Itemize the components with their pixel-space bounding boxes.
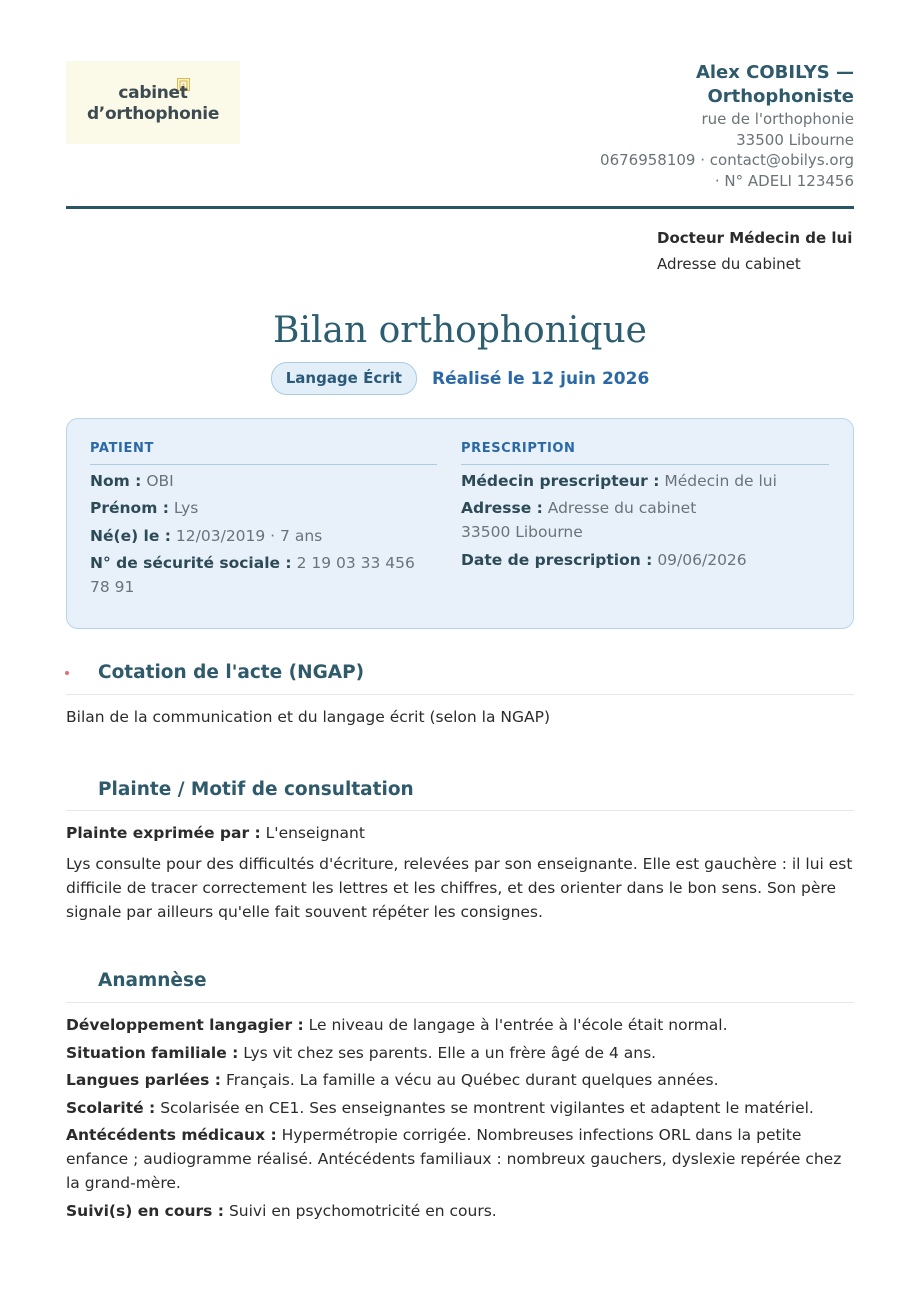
prescription-date <box>461 548 829 572</box>
plainte-value: L'enseignant <box>265 824 365 842</box>
practitioner-adeli: · N° ADELI 123456 <box>714 171 854 190</box>
anamnese-item-label: Suivi(s) en cours : <box>66 1201 224 1220</box>
practitioner-profession: Orthophoniste <box>707 86 854 107</box>
patient-secu-value: 2 19 03 33 456 78 91 <box>90 554 415 596</box>
cotation-title: Cotation de l'acte (NGAP) <box>98 662 365 683</box>
prescription-heading: PRESCRIPTION <box>461 441 829 465</box>
anamnese-item <box>66 1068 854 1092</box>
anamnese-rule <box>66 1002 854 1003</box>
plainte-expressed <box>66 821 854 845</box>
plainte-title: Plainte / Motif de consultation <box>98 779 414 800</box>
practitioner-city: 33500 Libourne <box>736 130 854 149</box>
anamnese-item-label: Antécédents médicaux : <box>66 1126 277 1144</box>
prescription-adresse-label: Adresse : <box>461 499 543 517</box>
document-title: Bilan orthophonique <box>273 310 647 351</box>
anamnese-item-value: Le niveau de langage à l'entrée à l'école était normal. <box>308 1016 728 1034</box>
document-subtitle <box>66 362 854 395</box>
plainte-rule <box>66 810 854 811</box>
practitioner-contact: 0676958109 · contact@obilys.org <box>600 151 854 169</box>
patient-secu-label: N° de sécurité sociale : <box>90 554 292 572</box>
anamnese-item-value: Français. La famille a vécu au Québec durant quelques années. <box>225 1071 719 1089</box>
recipient-address: Adresse du cabinet <box>657 255 801 273</box>
patient-naissance-value: 12/03/2019 · 7 ans <box>175 526 323 545</box>
patient-nom-label: Nom : <box>90 471 142 490</box>
logo-line-2: d’orthophonie <box>86 104 220 124</box>
patient-prenom-value: Lys <box>173 499 199 517</box>
prescription-date-value: 09/06/2026 <box>657 550 747 569</box>
anamnese-item-value: Lys vit chez ses parents. Elle a un frère âgé de 4 ans. <box>243 1043 657 1062</box>
anamnese-item-value: Suivi en psychomotricité en cours. <box>228 1201 497 1220</box>
anamnese-item-label: Développement langagier : <box>66 1016 304 1034</box>
practitioner-street: rue de l'orthophonie <box>701 110 854 128</box>
anamnese-item <box>66 1123 854 1195</box>
practitioner-block <box>600 61 854 191</box>
prescription-date-label: Date de prescription : <box>461 550 653 569</box>
patient-heading: PATIENT <box>90 441 437 465</box>
plainte-text: Lys consulte pour des difficultés d'écriture, relevées par son enseignante. Elle est gauchère : il lui est difficile de tracer correctement les lettres et les chiffres, et des orienter dans le bon sens. Son père signale par ailleurs qu'elle fait souvent répéter les consignes. <box>66 855 853 921</box>
anamnese-item-value: Scolarisée en CE1. Ses enseignantes se montrent vigilantes et adaptent le matériel. <box>160 1098 814 1117</box>
recipient-block <box>657 228 852 274</box>
anamnese-item-label: Situation familiale : <box>66 1043 239 1062</box>
report-date: Réalisé le 12 juin 2026 <box>432 368 650 389</box>
plainte-label: Plainte exprimée par : <box>66 824 261 842</box>
prescription-medecin-value: Médecin de lui <box>664 471 777 490</box>
domain-badge: Langage Écrit <box>271 362 417 395</box>
patient-naissance-label: Né(e) le : <box>90 526 171 545</box>
anamnese-item-label: Langues parlées : <box>66 1071 221 1089</box>
anamnese-item <box>66 1096 854 1120</box>
patient-naissance <box>90 524 437 548</box>
patient-nom <box>90 469 437 493</box>
prescription-medecin <box>461 469 829 493</box>
patient-column <box>90 441 437 599</box>
anamnese-item <box>66 1199 854 1223</box>
recipient-name: Docteur Médecin de lui <box>657 229 853 247</box>
anamnese-item-value: Hypermétropie corrigée. Nombreuses infections ORL dans la petite enfance ; audiogramme réalisé. Antécédents familiaux : nombreux gauchers, dyslexie repérée chez la grand-mère. <box>66 1126 842 1192</box>
patient-prenom <box>90 496 437 520</box>
anamnese-list <box>66 1013 854 1226</box>
header-divider <box>66 206 854 209</box>
patient-prenom-label: Prénom : <box>90 499 169 517</box>
practitioner-name: Alex COBILYS — <box>695 62 854 83</box>
cotation-rule <box>66 694 854 695</box>
prescription-adresse-line1: Adresse du cabinet <box>547 499 697 517</box>
logo-text <box>66 83 240 125</box>
prescription-column <box>461 441 829 572</box>
anamnese-title: Anamnèse <box>98 970 207 991</box>
cabinet-logo <box>66 61 240 144</box>
prescription-adresse-line2: 33500 Libourne <box>461 523 583 541</box>
anamnese-item <box>66 1013 854 1037</box>
prescription-medecin-label: Médecin prescripteur : <box>461 471 660 490</box>
anamnese-item <box>66 1041 854 1065</box>
section-marker <box>65 671 69 675</box>
cotation-text: Bilan de la communication et du langage écrit (selon la NGAP) <box>66 708 550 726</box>
logo-line-1: cabinet <box>118 83 188 103</box>
anamnese-item-label: Scolarité : <box>66 1098 156 1117</box>
patient-nom-value: OBI <box>146 471 174 490</box>
patient-prescription-box <box>66 418 854 629</box>
prescription-adresse <box>461 496 829 544</box>
patient-secu <box>90 551 437 599</box>
